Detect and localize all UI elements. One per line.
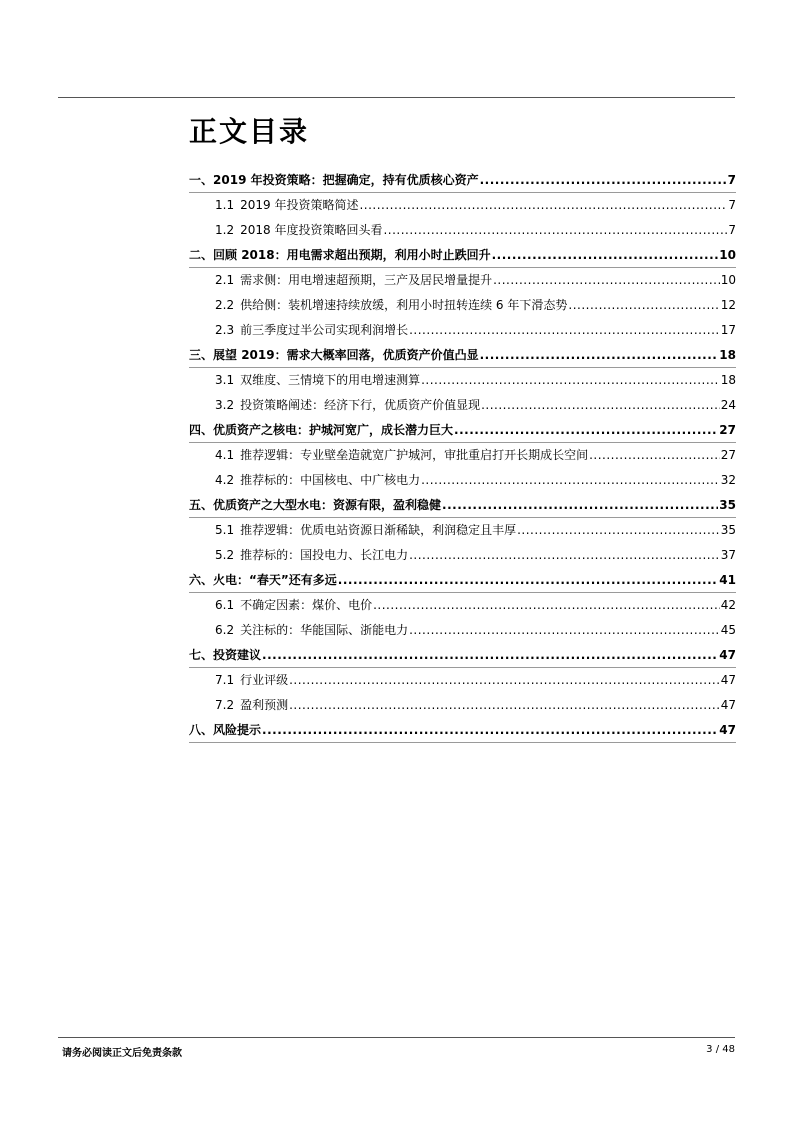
toc-dot-leader (493, 268, 720, 293)
header-divider (58, 97, 735, 98)
toc-entry-number: 3.1 (215, 373, 235, 387)
toc-entry-text: 风险提示 (213, 723, 262, 737)
toc-entry-page: 24 (720, 398, 736, 412)
toc-dot-leader (409, 618, 720, 643)
toc-entry-text: 行业评级 (240, 673, 289, 687)
toc-entry-text: 展望 2019：需求大概率回落，优质资产价值凸显 (213, 348, 479, 362)
toc-entry-number: 6.2 (215, 623, 235, 637)
toc-section-entry[interactable] (189, 268, 736, 293)
toc-entry-page: 47 (719, 648, 736, 662)
toc-entry-text: 2019 年投资策略：把握确定，持有优质核心资产 (213, 173, 479, 187)
toc-entry-page: 27 (720, 448, 736, 462)
toc-chapter-entry[interactable] (189, 343, 736, 368)
footer-disclaimer: 请务必阅读正文后免责条款 (62, 1048, 182, 1059)
toc-entry-page: 7 (728, 198, 736, 212)
toc-entry-number: 2.3 (215, 323, 235, 337)
toc-section-entry[interactable] (189, 593, 736, 618)
toc-dot-leader (568, 293, 719, 318)
toc-entry-text: 回顾 2018：用电需求超出预期，利用小时止跌回升 (213, 248, 491, 262)
toc-chapter-entry[interactable] (189, 718, 736, 743)
toc-dot-leader (480, 343, 719, 368)
toc-dot-leader (421, 368, 720, 393)
toc-entry-text: 投资建议 (213, 648, 262, 662)
toc-dot-leader (359, 193, 727, 218)
toc-section-entry[interactable] (189, 318, 736, 343)
footer-divider (58, 1037, 735, 1038)
toc-entry-text: 2019 年投资策略简述 (240, 198, 359, 212)
toc-chapter-entry[interactable] (189, 243, 736, 268)
toc-entry-page: 12 (720, 298, 736, 312)
toc-entry-text: 盈利预测 (240, 698, 289, 712)
toc-chapter-entry[interactable] (189, 168, 736, 193)
toc-chapter-entry[interactable] (189, 643, 736, 668)
toc-entry-page: 18 (720, 373, 736, 387)
page-title: 正文目录 (189, 115, 310, 148)
toc-section-entry[interactable] (189, 218, 736, 243)
toc-entry-text: 优质资产之核电：护城河宽广，成长潜力巨大 (213, 423, 454, 437)
toc-entry-text: 2018 年度投资策略回头看 (240, 223, 383, 237)
toc-dot-leader (409, 543, 720, 568)
toc-entry-page: 42 (720, 598, 736, 612)
toc-chapter-entry[interactable] (189, 418, 736, 443)
toc-entry-number: 六、 (189, 573, 214, 587)
toc-entry-page: 35 (719, 498, 736, 512)
toc-dot-leader (492, 243, 719, 268)
toc-entry-text: 推荐标的：中国核电、中广核电力 (240, 473, 421, 487)
toc-dot-leader (481, 393, 720, 418)
toc-entry-text: 双维度、三情境下的用电增速测算 (240, 373, 421, 387)
toc-entry-number: 五、 (189, 498, 214, 512)
toc-entry-page: 7 (727, 173, 736, 187)
toc-entry-number: 5.1 (215, 523, 235, 537)
toc-entry-text: 关注标的：华能国际、浙能电力 (240, 623, 409, 637)
toc-entry-text: 前三季度过半公司实现利润增长 (240, 323, 409, 337)
toc-entry-page: 17 (720, 323, 736, 337)
toc-entry-text: 推荐逻辑：优质电站资源日渐稀缺，利润稳定且丰厚 (240, 523, 517, 537)
toc-entry-number: 7.2 (215, 698, 235, 712)
toc-entry-page: 47 (720, 673, 736, 687)
toc-dot-leader (289, 668, 720, 693)
toc-entry-number: 四、 (189, 423, 214, 437)
toc-entry-number: 7.1 (215, 673, 235, 687)
toc-section-entry[interactable] (189, 193, 736, 218)
toc-entry-page: 47 (720, 698, 736, 712)
toc-entry-text: 投资策略阐述：经济下行，优质资产价值显现 (240, 398, 481, 412)
toc-section-entry[interactable] (189, 668, 736, 693)
toc-section-entry[interactable] (189, 543, 736, 568)
toc-entry-number: 八、 (189, 723, 214, 737)
toc-dot-leader (338, 568, 719, 593)
toc-entry-text: 推荐逻辑：专业壁垒造就宽广护城河，审批重启打开长期成长空间 (240, 448, 589, 462)
toc-chapter-entry[interactable] (189, 568, 736, 593)
toc-entry-page: 45 (720, 623, 736, 637)
toc-dot-leader (383, 218, 727, 243)
toc-dot-leader (409, 318, 720, 343)
toc-dot-leader (480, 168, 727, 193)
toc-entry-number: 4.2 (215, 473, 235, 487)
toc-entry-page: 47 (719, 723, 736, 737)
toc-dot-leader (442, 493, 718, 518)
toc-entry-page: 37 (720, 548, 736, 562)
toc-entry-text: 供给侧：装机增速持续放缓，利用小时扭转连续 6 年下滑态势 (240, 298, 568, 312)
toc-entry-number: 三、 (189, 348, 214, 362)
toc-entry-text: 需求侧：用电增速超预期，三产及居民增量提升 (240, 273, 493, 287)
toc-section-entry[interactable] (189, 518, 736, 543)
toc-entry-page: 10 (719, 248, 736, 262)
toc-section-entry[interactable] (189, 368, 736, 393)
toc-entry-number: 一、 (189, 173, 214, 187)
toc-entry-number: 2.2 (215, 298, 235, 312)
toc-entry-text: 推荐标的：国投电力、长江电力 (240, 548, 409, 562)
toc-entry-number: 1.2 (215, 223, 235, 237)
toc-section-entry[interactable] (189, 693, 736, 718)
toc-dot-leader (517, 518, 720, 543)
footer-page-indicator: 3 / 48 (706, 1044, 735, 1055)
toc-entry-page: 7 (728, 223, 736, 237)
toc-entry-page: 41 (719, 573, 736, 587)
toc-dot-leader (262, 643, 718, 668)
toc-dot-leader (262, 718, 718, 743)
toc-entry-page: 10 (720, 273, 736, 287)
toc-entry-number: 6.1 (215, 598, 235, 612)
toc-entry-number: 1.1 (215, 198, 235, 212)
toc-dot-leader (454, 418, 718, 443)
toc-dot-leader (289, 693, 720, 718)
toc-section-entry[interactable] (189, 293, 736, 318)
toc-entry-number: 5.2 (215, 548, 235, 562)
toc-section-entry[interactable] (189, 393, 736, 418)
toc-entry-page: 27 (719, 423, 736, 437)
toc-entry-text: 不确定因素：煤价、电价 (240, 598, 373, 612)
toc-dot-leader (589, 443, 720, 468)
toc-entry-text: 火电：“春天”还有多远 (213, 573, 337, 587)
toc-entry-number: 3.2 (215, 398, 235, 412)
toc-entry-page: 32 (720, 473, 736, 487)
toc-entry-number: 七、 (189, 648, 214, 662)
toc-section-entry[interactable] (189, 468, 736, 493)
toc-entry-page: 18 (719, 348, 736, 362)
toc-entry-number: 4.1 (215, 448, 235, 462)
toc-entry-number: 二、 (189, 248, 214, 262)
toc-entry-page: 35 (720, 523, 736, 537)
toc-chapter-entry[interactable] (189, 493, 736, 518)
toc-dot-leader (373, 593, 720, 618)
table-of-contents (189, 168, 736, 743)
toc-dot-leader (421, 468, 720, 493)
toc-entry-number: 2.1 (215, 273, 235, 287)
toc-section-entry[interactable] (189, 443, 736, 468)
toc-entry-text: 优质资产之大型水电：资源有限，盈利稳健 (213, 498, 442, 512)
toc-section-entry[interactable] (189, 618, 736, 643)
